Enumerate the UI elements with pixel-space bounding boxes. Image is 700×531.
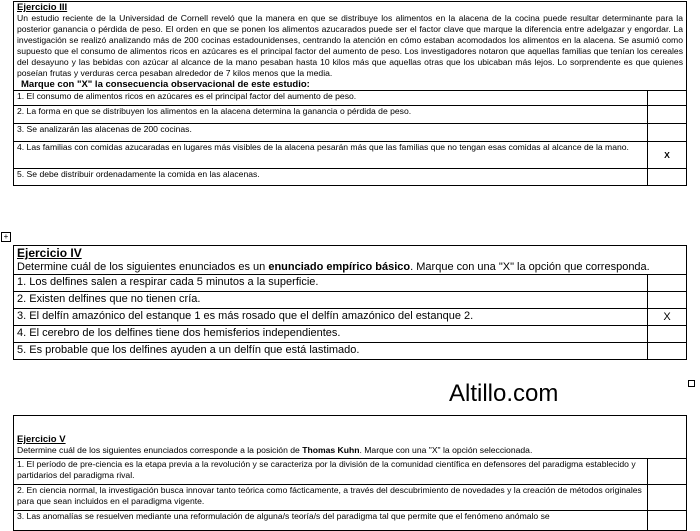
exercise-4-instruction xyxy=(17,260,683,274)
exercise-4-title: Ejercicio IV xyxy=(17,246,82,260)
exercise-3-option-4[interactable]: 4. Las familias con comidas azucaradas en lugares más visibles de la alacena pesarán más que las familias que no tengan esas comidas al alcance de la mano. xyxy=(14,142,648,169)
exercise-5-mark-1[interactable] xyxy=(648,459,687,485)
exercise-4-mark-5[interactable] xyxy=(648,343,687,360)
watermark-text: Altillo.com xyxy=(449,380,559,407)
table-move-handle-icon[interactable]: + xyxy=(1,232,11,242)
exercise-3-mark-3[interactable] xyxy=(648,124,687,142)
exercise-5-option-3[interactable]: 3. Las anomalías se resuelven mediante una reformulación de alguna/s teoría/s del paradigma tal que permite que el fenómeno anómalo se xyxy=(14,511,648,531)
exercise-5-instruction-bold: Thomas Kuhn xyxy=(302,445,360,455)
exercise-3-option-5[interactable]: 5. Se debe distribuir ordenadamente la comida en las alacenas. xyxy=(14,169,648,186)
exercise-4-option-5[interactable]: 5. Es probable que los delfines ayuden a un delfín que está lastimado. xyxy=(14,343,648,360)
exercise-5-instruction-pre: Determine cuál de los siguientes enunciados corresponde a la posición de xyxy=(17,445,303,455)
exercise-5-instruction-post: . Marque con una "X" la opción seleccionada. xyxy=(359,445,533,455)
exercise-5-option-2[interactable]: 2. En ciencia normal, la investigación busca innovar tanto teórica como fácticamente, a través del descubrimiento de novedades y la creación de métodos originales para que sean incluidos en el paradigma vigente. xyxy=(14,485,648,511)
exercise-3-title: Ejercicio III xyxy=(17,2,68,13)
exercise-4-option-4[interactable]: 4. El cerebro de los delfines tiene dos hemisferios independientes. xyxy=(14,326,648,343)
exercise-3-mark-4[interactable]: X xyxy=(648,142,687,169)
exercise-3-option-2[interactable]: 2. La forma en que se distribuyen los alimentos en la alacena determina la ganancia o pérdida de peso. xyxy=(14,106,648,124)
exercise-4-mark-3[interactable]: X xyxy=(648,309,687,326)
exercise-4-instruction-pre: Determine cuál de los siguientes enunciados es un xyxy=(17,261,269,273)
exercise-4-mark-1[interactable] xyxy=(648,275,687,292)
exercise-4-table xyxy=(13,245,687,360)
exercise-5-title: Ejercicio V xyxy=(17,434,66,445)
exercise-4-header-cell xyxy=(14,246,687,275)
exercise-5-mark-3[interactable] xyxy=(648,511,687,531)
exercise-5-option-1[interactable]: 1. El período de pre-ciencia es la etapa previa a la revolución y se caracteriza por la división de la comunidad científica en defensores del paradigma establecido y partidarios del paradigma rival. xyxy=(14,459,648,485)
exercise-3-table xyxy=(13,1,687,186)
exercise-4-option-2[interactable]: 2. Existen delfines que no tienen cría. xyxy=(14,292,648,309)
exercise-4-mark-2[interactable] xyxy=(648,292,687,309)
exercise-5-instruction xyxy=(17,445,683,456)
exercise-4-mark-4[interactable] xyxy=(648,326,687,343)
exercise-5-header-cell xyxy=(14,416,687,459)
exercise-3-instruction: Marque con "X" la consecuencia observacional de este estudio: xyxy=(21,79,310,90)
exercise-4-instruction-bold: enunciado empírico básico xyxy=(268,261,411,273)
table-resize-handle[interactable] xyxy=(688,380,695,387)
exercise-3-paragraph: Un estudio reciente de la Universidad de Cornell reveló que la manera en que se distribuye los alimentos en la alacena de la cocina puede resultar determinante para la posterior ganancia o pérdida de peso. El orden en que se ponen los alimentos azucarados puede ser el factor clave que marque la diferencia entre adelgazar y engordar. La investigación se realizó analizando más de 200 cocinas estadounidenses, centrando la atención en cómo estaban acomodados los alimentos en la alacena. Se asumió como supuesto que el consumo de alimentos ricos en azúcares es el principal factor del aumento de peso. Los investigadores notaron que aquellas familias que tenían los cereales del desayuno y las bebidas con azúcar al alcance de la mano pesaban hasta 10 kilos más que aquellas otras que los ubicaban más lejos. Lo sorprendente es que quienes poseían frutas y verduras cerca pesaban alrededor de 7 kilos menos que la media. xyxy=(17,13,683,78)
exercise-3-mark-1[interactable] xyxy=(648,91,687,106)
exercise-5-table xyxy=(13,415,687,531)
exercise-4-option-3[interactable]: 3. El delfín amazónico del estanque 1 es más rosado que el delfín amazónico del estanque 2. xyxy=(14,309,648,326)
exercise-3-option-3[interactable]: 3. Se analizarán las alacenas de 200 cocinas. xyxy=(14,124,648,142)
exercise-5-mark-2[interactable] xyxy=(648,485,687,511)
exercise-4-option-1[interactable]: 1. Los delfines salen a respirar cada 5 minutos a la superficie. xyxy=(14,275,648,292)
exercise-4-instruction-post: . Marque con una "X" la opción que corresponda. xyxy=(410,261,650,273)
exercise-3-mark-2[interactable] xyxy=(648,106,687,124)
exercise-3-header-cell xyxy=(14,2,687,91)
exercise-3-option-1[interactable]: 1. El consumo de alimentos ricos en azúcares es el principal factor del aumento de peso. xyxy=(14,91,648,106)
exercise-3-mark-5[interactable] xyxy=(648,169,687,186)
